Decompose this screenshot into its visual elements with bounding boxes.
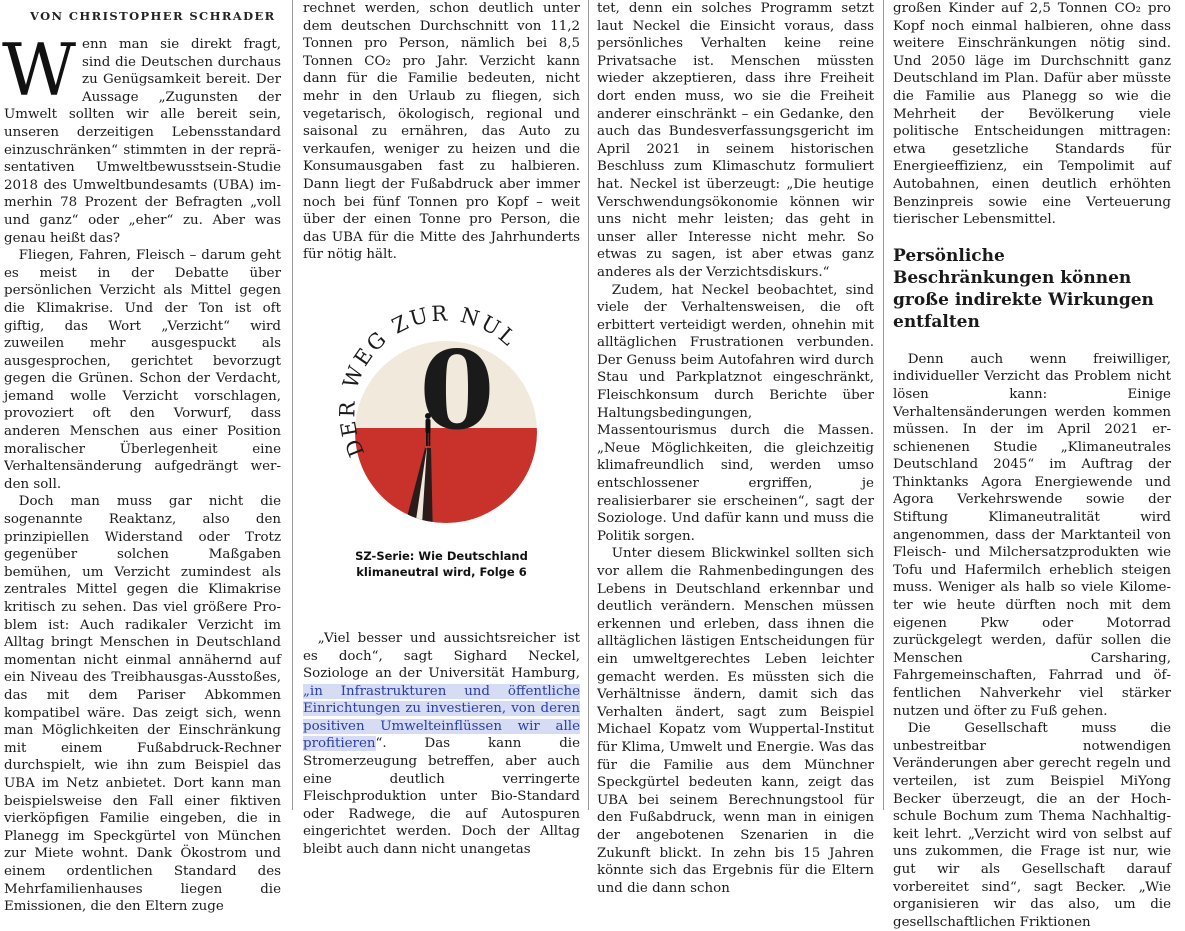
paragraph-with-highlight xyxy=(303,630,580,859)
caption-line-2: klimaneutral wird, Folge 6 xyxy=(356,564,527,579)
paragraph: rechnet werden, schon deutlich unter dem deutschen Durchschnitt von 11,2 Tonnen pro Person, nämlich bei 8,5 Tonnen CO₂ pro Jahr. Verzicht kann dann für die Familie bedeuten, nicht mehr in den Urlaub zu fliegen, sich vegetarisch, ökologisch, regional und saisonal zu ernähren, das Auto zu verkaufen, weniger zu heizen und die Konsumausgaben fast zu halbieren. Dann liegt der Fußabdruck aber immer noch bei fünf Tonnen pro Kopf – weit über der einen Tonne pro Person, die das UBA für die Mitte des Jahrhunderts für nötig hält. xyxy=(303,1,580,263)
author-byline: VON CHRISTOPHER SCHRADER xyxy=(30,9,276,23)
column-1 xyxy=(2,0,281,915)
paragraph: Die Gesellschaft muss die unbestreitbar notwendigen Veränderungen aber gerecht regeln und verteilen, ist zum Beispiel MiYong Becker überzeugt, die an der Hochschule Bochum zum Thema Nachhaltigkeit lehrt. „Verzicht wird von selbst auf uns zukommen, die Frage ist nur, wie gut wir als Gesellschaft darauf vorbereitet sind“, sagt Becker. „Wie organisieren wir das also, um die gesellschaftlichen Friktionen xyxy=(893,721,1171,930)
lead-paragraph xyxy=(2,28,281,247)
logo-arc-text: DER WEG ZUR NUL xyxy=(334,301,522,461)
caption-line-1: SZ-Serie: Wie Deutschland xyxy=(355,548,528,563)
column-divider xyxy=(883,0,884,810)
paragraph: Doch man muss gar nicht die sogenannte Reaktanz, also den prinzipiellen Widerstand oder Trotz gegenüber solchen Maßgaben bemühen, um Verzicht zumindest als zentrales Mittel gegen die Klimakrise kritisch zu sehen. Das viel größere Problem ist: Auch radikaler Verzicht im Alltag bringt Menschen in Deutschland momentan nicht einmal annähernd auf ein Niveau des Treibhausgas-Ausstoßes, das mit dem Pariser Abkommen kompatibel wäre. Das zeigt sich, wenn man Möglichkeiten der Einschränkung mit einem Fußabdruck-Rechner durchspielt, wie ihn zum Beispiel das UBA im Netz anbietet. Dort kann man beispielsweise den Fall einer fiktiven vierköpfigen Familie eingeben, die in Planegg im Speckgürtel von München zur Miete wohnt. Dank Ökostrom und einem ordentlichen Standard des Mehrfamilienhauses liegen die Emissionen, die den Eltern zuge xyxy=(4,494,281,915)
lead-paragraph-text: enn man sie direkt fragt, sind die Deutschen durchaus zu Genügsamkeit bereit. Der Aussage „Zugunsten der Umwelt sollten wir alle bereit sein, unseren derzeitigen Lebensstandard einzuschränken“ stimmten in der repräsentativen Umweltbewusstsein-Studie 2018 des Umweltbundesamts (UBA) immerhin 78 Prozent der Befragten „voll und ganz“ oder „eher“ zu. Aber was genau heißt das? xyxy=(4,37,281,246)
column-divider xyxy=(292,0,293,810)
column-divider xyxy=(588,0,589,810)
text-before-highlight: „Viel besser und aussichtsreicher ist es doch“, sagt Sighard Neckel, Soziologe an der Universität Hamburg, xyxy=(303,630,580,682)
paragraph: großen Kinder auf 2,5 Tonnen CO₂ pro Kopf noch einmal halbieren, ohne dass weitere Einschränkungen nötig sind. Und 2050 läge im Durchschnitt ganz Deutschland im Plan. Dafür aber müsste die Familie aus Planegg so wie die Mehrheit der Bevölkerung viele politische Entscheidungen mittragen: etwa gesetzliche Standards für Energieeffizienz, ein Tempolimit auf Autobahnen, einen deutlich erhöhten Benzinpreis sowie eine Verteuerung tierischer Lebensmittel. xyxy=(893,1,1171,228)
series-logo xyxy=(317,278,567,548)
paragraph: Denn auch wenn freiwilliger, individueller Verzicht das Problem nicht lösen kann: Einige Verhaltensänderungen werden kommen müssen. In der im April 2021 erschienenen Studie „Klimaneutrales Deutschland 2045“ im Auftrag der Thinktanks Agora Energiewende und Agora Verkehrswende sowie der Stiftung Klimaneutralität wird angenommen, dass der Marktanteil von Fleisch- und Milchersatzprodukten wie Tofu und Hafermilch erheblich steigen muss. Weniger als halb so viele Kilometer wie heute dürften noch mit dem eigenen Pkw oder Motorrad zurückgelegt werden, dafür sollen die Menschen Carsharing, Fahrgemeinschaften, Fahrrad und öffentlichen Nahverkehr viel stärker nutzen und öfter zu Fuß gehen. xyxy=(893,351,1171,719)
paragraph: Zudem, hat Neckel beobachtet, sind viele der Verhaltensweisen, die oft erbittert verteidigt werden, ohnehin mit alltäglichen Frustrationen verbunden. Der Genuss beim Autofahren wird durch Stau und Parkplatznot eingeschränkt, Fleischkonsum durch Berichte über Haltungsbedingungen, Massentourismus durch die Massen. „Neue Möglichkeiten, die gleichzeitig klimafreundlich sind, werden umso entschlossener ergriffen, je realisierbarer sie erscheinen“, sagt der Soziologe. Und dafür kann und muss die Politik sorgen. xyxy=(597,282,874,544)
paragraph: Unter diesem Blickwinkel sollten sich vor allem die Rahmenbedingungen des Lebens in Deutschland erkennbar und deutlich verändern. Menschen müssen erkennen und erleben, dass ihnen die alltäglichen lästigen Entscheidungen für ein umweltgerechtes Leben leichter gemacht werden. Es müssten sich die Verhältnisse ändern, damit sich das Verhalten ändert, sagt zum Beispiel Michael Kopatz vom Wuppertal-Institut für Klima, Umwelt und Energie. Was das für die Familie aus dem Münchner Speckgürtel bedeuten kann, zeigt das UBA bei seinem Berechnungstool für den Fußabdruck, wenn man in einigen der angebotenen Szenarien in die Zukunft blickt. In zehn bis 15 Jahren könnte sich das Ergebnis für die Eltern und die dann schon xyxy=(597,546,874,896)
subheadline: Persönliche Beschränkungen können große indirekte Wirkungen entfalten xyxy=(893,245,1154,332)
column-2 xyxy=(303,0,580,858)
drop-cap: W xyxy=(2,28,77,112)
text-after-highlight: “. Das kann die Stromerzeugung betreffen, aber auch eine deutlich verringerte Fleischproduktion unter Bio-Standard oder Radwege, die auf Autospuren eingerichtet werden. Doch der Alltag bleibt auch dann nicht unangetas xyxy=(303,736,580,858)
column-4 xyxy=(893,0,1171,930)
column-3 xyxy=(597,0,874,896)
logo-zero: 0 xyxy=(418,327,495,454)
paragraph: Fliegen, Fahren, Fleisch – darum geht es meist in der Debatte über persönlichen Verzicht als Mittel gegen die Klimakrise. Und der Ton ist oft giftig, das Wort „Verzicht“ wird zuweilen mehr ausgespuckt als ausgesprochen, gerichtet bevorzugt gegen die Grünen. Schon der Verdacht, jemand wolle Verzicht vorschlagen, provoziert oft den Vorwurf, dass anderen Menschen aus einer Position moralischer Überlegenheit eine Verhaltensänderung aufgedrängt werden soll. xyxy=(4,248,281,492)
sz-series-logo-icon xyxy=(317,278,567,548)
highlighted-quote[interactable]: „in Infrastrukturen und öffentliche Einrichtungen zu investieren, von deren positiven Umwelteinflüssen wir alle profitieren xyxy=(303,683,580,752)
series-caption xyxy=(303,548,580,580)
paragraph: tet, denn ein solches Programm setzt laut Neckel die Einsicht voraus, dass persönliches Verhalten keine reine Privatsache ist. Menschen müssten wieder akzeptieren, dass ihre Freiheit dort enden muss, wo sie die Freiheit anderer einschränkt – ein Gedanke, den auch das Bundesverfassungsgericht im April 2021 in seinem historischen Beschluss zum Klimaschutz formuliert hat. Neckel ist überzeugt: „Die heutige Verschwendungsökonomie können wir uns nicht mehr leisten; das geht in unser aller Interesse nicht mehr. So etwas zu sagen, ist aber etwas ganz anderes als der Verzichtsdiskurs.“ xyxy=(597,1,874,280)
